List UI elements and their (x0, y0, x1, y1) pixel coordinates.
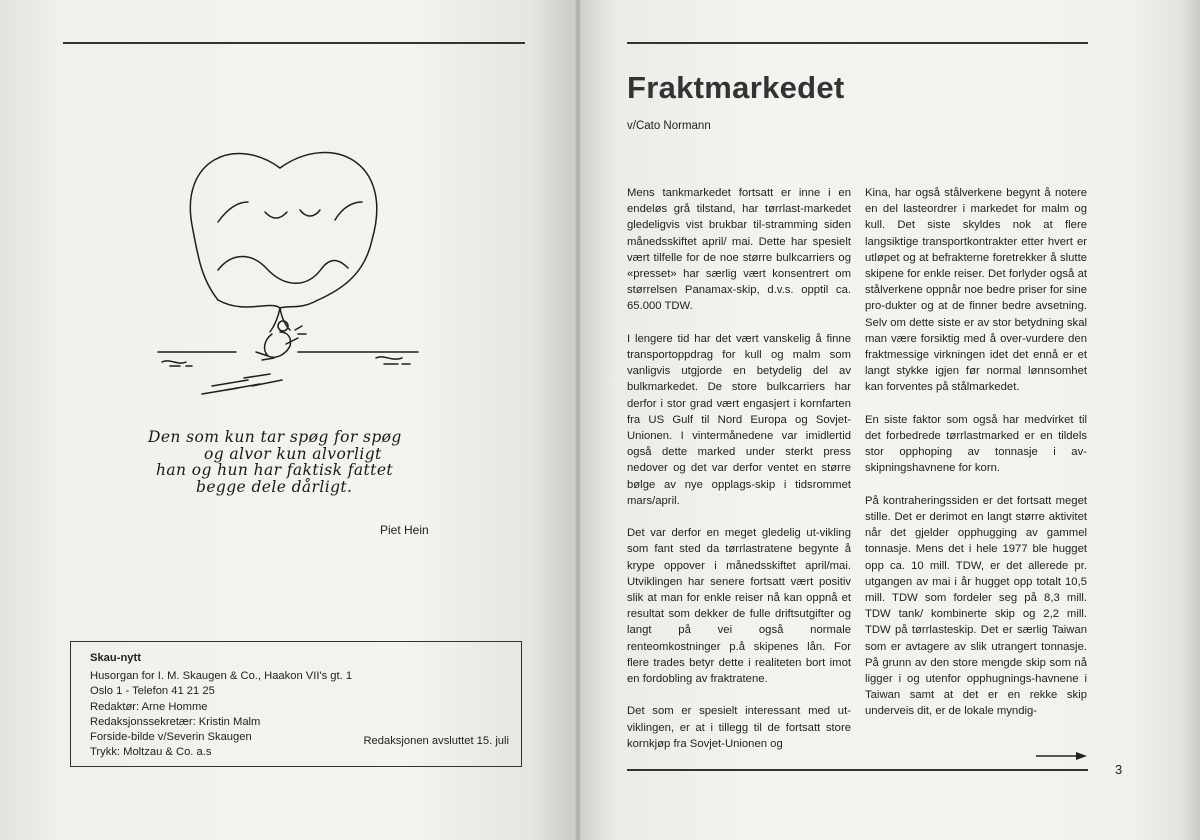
top-rule-right (627, 42, 1088, 44)
verse-line: han og hun har faktisk fattet (156, 461, 394, 479)
colophon-closing-note: Redaksjonen avsluttet 15. juli (363, 735, 509, 747)
top-rule-left (63, 42, 525, 44)
verse-line: og alvor kun alvorligt (204, 445, 382, 463)
article-paragraph: Det var derfor en meget gledelig ut-vikling som fant sted da tørrlastratene begynte å krype oppover i månedsskiftet april/mai. Utviklingen har senere fortsatt vært positiv slik at man for enkle reiser nå kan oppnå et resultat som dekker de fulle driftsutgifter og langt på vei også normale renteomkostninger p.å skipenes lån. For flere trades betyr dette i realiteten bort imot en fordobling av fraktratene. (627, 527, 851, 686)
article-column-left (627, 185, 851, 768)
article-byline: v/Cato Normann (627, 120, 711, 132)
article-paragraph: I lengere tid har det vært vanskelig å finne transportoppdrag for kull og malm som vanligvis utgjorde en betydelig del av bulkmarkedet. De store bulkcarriers har derfor i stor grad vært engasjert i kornfarten fra US Gulf til Nord Europa og Sovjet-Unionen. I vintermånedene var imidlertid også dette marked under sterkt press nedover og det var derfor ventet en større bølge av nye opplags-skip i tidsrommet mars/april. (627, 332, 851, 507)
colophon-line: Redaksjonssekretær: Kristin Malm (90, 715, 261, 728)
colophon-line: Husorgan for I. M. Skaugen & Co., Haakon VII's gt. 1 (90, 670, 353, 683)
book-spine (574, 0, 582, 840)
cartoon-illustration (140, 140, 440, 410)
colophon-title: Skau-nytt (90, 652, 141, 664)
article-title: Fraktmarkedet (627, 70, 845, 105)
article-paragraph: En siste faktor som også har medvirket til det forbedrede tørrlastmarked er en tildels stor opphoping av tonnasje i av-skipningshavnene for korn. (865, 413, 1087, 475)
article-paragraph: Mens tankmarkedet fortsatt er inne i en endeløs grå tilstand, har tørrlast-markedet gledeligvis vist brukbar til-stramming siden månedsskiftet april/ mai. Dette har spesielt vært tilfelle for de noe større bulkcarriers og «presset» har særlig vært konsentrert om størrelsen Panamax-skip, d.v.s. opptil ca. 65.000 TDW. (627, 187, 851, 313)
colophon-line: Trykk: Moltzau & Co. a.s (90, 746, 212, 759)
verse-line: Den som kun tar spøg for spøg (148, 428, 402, 446)
article-paragraph: Det som er spesielt interessant med ut-viklingen, er at i tillegg til de fortsatt store kornkjøp fra Sovjet-Unionen og (627, 705, 851, 750)
colophon-line: Oslo 1 - Telefon 41 21 25 (90, 685, 215, 698)
colophon-box (70, 641, 522, 767)
continue-arrow-icon (1036, 751, 1088, 761)
article-paragraph: Kina, har også stålverkene begynt å notere en del lasteordrer i markedet for malm og kull. Det siste skyldes nok at flere langsiktige transportkontrakter etter hvert er utløpet og at befrakterne foretrekker å slutte skipene for enkle reiser. Det forlyder også at stålverkene oppnår noe bedre priser for sine pro-dukter og at de finner bedre avsetning. Selv om dette siste er av stor betydning skal man være forsiktig med å over-vurdere den fraktmessige virkningen idet det ennå er et langt stykke igjen før normal lønnsomhet kan forventes på stålmarkedet. (865, 187, 1087, 394)
verse-author: Piet Hein (380, 523, 429, 537)
colophon-line: Redaktør: Arne Homme (90, 700, 208, 713)
page-number: 3 (1115, 762, 1123, 777)
article-column-right (865, 185, 1087, 736)
article-paragraph: På kontraheringssiden er det fortsatt meget stille. Det er derimot en langt større aktivitet når det gjelder opphugging av gammel tonnasje. Mens det i hele 1977 ble hugget opp ca. 10 mill. TDW, er det allerede pr. utgangen av mai i år hugget opp totalt 10,5 mill. TDW som fordeler seg på 8,3 mill. TDW tank/ kombinerte skip og 2,2 mill. TDW på tørrlasteskip. Det er særlig Taiwan som er avtagere av slik utrangert tonnasje. På grunn av den store mengde skip som nå ligger i og utenfor opphugnings-havnene i Taiwan samt at det er en rekke skip underveis dit, er de lokale myndig- (865, 494, 1087, 718)
colophon-line: Forside-bilde v/Severin Skaugen (90, 731, 252, 744)
verse-line: begge dele dårligt. (196, 478, 353, 496)
bottom-rule-right (627, 769, 1088, 771)
